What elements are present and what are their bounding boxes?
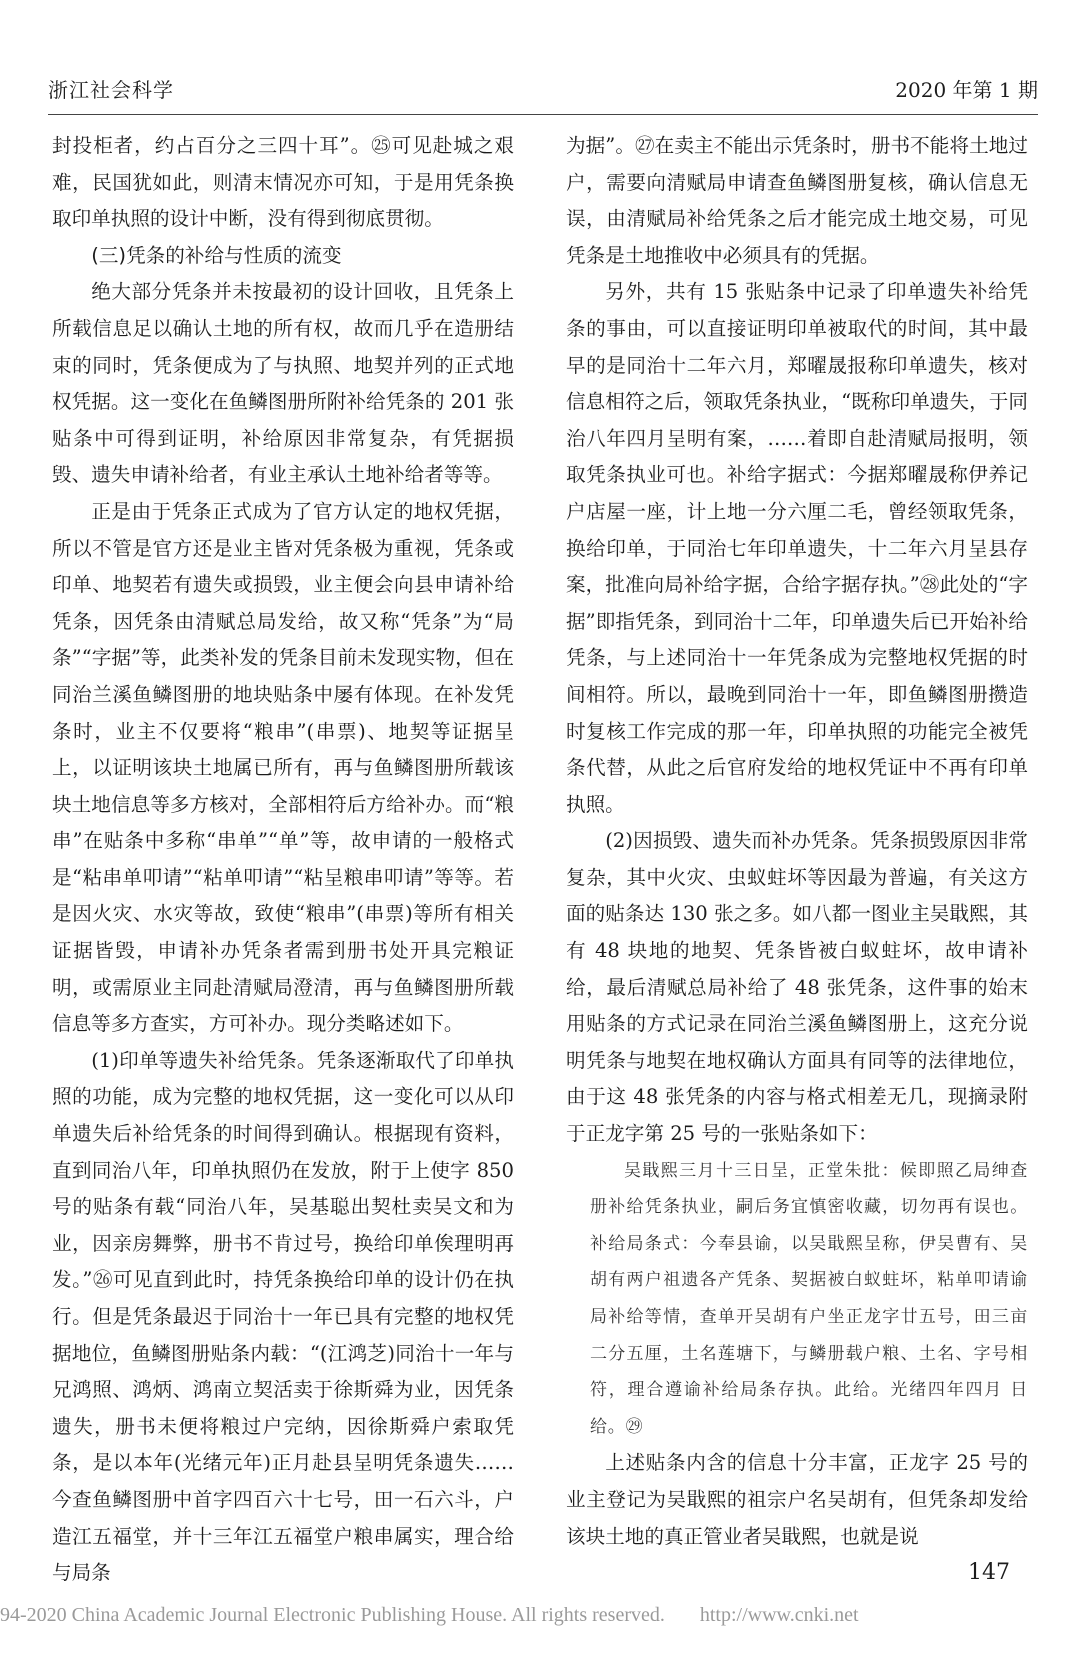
paragraph: (1)印单等遗失补给凭条。凭条逐渐取代了印单执照的功能，成为完整的地权凭据，这一变化可以从印单遗失后补给凭条的时间得到确认。根据现有资料，直到同治八年，印单执照仍在发放，附于上使字 850 号的贴条有载“同治八年，吴基聪出契杜卖吴文和为业，因亲房舞弊，册书不肯过号，换给印单俟理明再发。”㉖可见直到此时，持凭条换给印单的设计仍在执行。但是凭条最迟于同治十一年已具有完整的地权凭据地位，鱼鳞图册贴条内载：“(江鸿芝)同治十一年与兄鸿照、鸿炳、鸿南立契活卖于徐斯舜为业，因凭条遗失，册书未便将粮过户完纳，因徐斯舜户索取凭条，是以本年(光绪元年)正月赴县呈明凭条遗失……今查鱼鳞图册中首字四百六十七号，田一石六斗，户造江五福堂，并十三年江五福堂户粮串属实，理合给与局条 [52, 1048, 514, 1585]
paragraph: (2)因损毁、遗失而补办凭条。凭条损毁原因非常复杂，其中火灾、虫蚁蛀坏等因最为普遍，有关这方面的贴条达 130 张之多。如八都一图业主吴戢熙，其有 48 块地的地契、凭条皆被白蚁蛀坏，故申请补给，最后清赋总局补给了 48 张凭条，这件事的始末用贴条的方式记录在同治兰溪鱼鳞图册上，这充分说明凭条与地契在地权确认方面具有同等的法律地位，由于这 48 张凭条的内容与格式相差无几，现摘录附于正龙字第 25 号的一张贴条如下： [566, 829, 1028, 1146]
copyright-notice: 94-2020 China Academic Journal Electronic Publishing House. All rights reserved. [0, 1604, 665, 1626]
block-quote: 吴戢熙三月十三日呈，正堂朱批：候即照乙局绅查册补给凭条执业，嗣后务宜慎密收藏，切勿再有误也。补给局条式：今奉县谕，以吴戢熙呈称，伊吴曹有、吴胡有两户祖遗各产凭条、契据被白蚁蛀坏，粘单叩请谕局补给等情，查单开吴胡有户坐正龙字廿五号，田三亩二分五厘，土名莲塘下，与鳞册载户粮、土名、字号相符，理合遵谕补给局条存执。此给。光绪四年四月 日给。㉙ [590, 1160, 1028, 1437]
paragraph: 另外，共有 15 张贴条中记录了印单遗失补给凭条的事由，可以直接证明印单被取代的时间，其中最早的是同治十二年六月，郑曜晟报称印单遗失，核对信息相符之后，领取凭条执业，“既称印单遗失，于同治八年四月呈明有案，……着即自赴清赋局报明，领取凭条执业可也。补给字据式：今据郑曜晟称伊养记户店屋一座，计上地一分六厘二毛，曾经领取凭条，换给印单，于同治七年印单遗失，十二年六月呈县存案，批准向局补给字据，合给字据存执。”㉘此处的“字据”即指凭条，到同治十二年，印单遗失后已开始补给凭条，与上述同治十一年凭条成为完整地权凭据的时间相符。所以，最晚到同治十一年，即鱼鳞图册攒造时复核工作完成的那一年，印单执照的功能完全被凭条代替，从此之后官府发给的地权凭证中不再有印单执照。 [566, 280, 1028, 816]
page-header [48, 74, 1038, 115]
page-number: 147 [968, 1560, 1010, 1585]
paragraph: 为据”。㉗在卖主不能出示凭条时，册书不能将土地过户，需要向清赋局申请查鱼鳞图册复核，确认信息无误，由清赋局补给凭条之后才能完成土地交易，可见凭条是土地推收中必须具有的凭据。 [566, 134, 1028, 267]
paragraph: 绝大部分凭条并未按最初的设计回收，且凭条上所载信息足以确认土地的所有权，故而几乎在造册结束的同时，凭条便成为了与执照、地契并列的正式地权凭据。这一变化在鱼鳞图册所附补给凭条的 201 张贴条中可得到证明，补给原因非常复杂，有凭据损毁、遗失申请补给者，有业主承认土地补给者等等。 [52, 280, 514, 487]
right-column [566, 128, 1028, 1555]
footer-url: http://www.cnki.net [699, 1604, 859, 1626]
journal-name: 浙江社会科学 [48, 78, 174, 102]
left-column [52, 128, 514, 1592]
issue-label: 2020 年第 1 期 [895, 78, 1038, 102]
paragraph: 正是由于凭条正式成为了官方认定的地权凭据，所以不管是官方还是业主皆对凭条极为重视，凭条或印单、地契若有遗失或损毁，业主便会向县申请补给凭条，因凭条由清赋总局发给，故又称“凭条”为“局条”“字据”等，此类补发的凭条目前未发现实物，但在同治兰溪鱼鳞图册的地块贴条中屡有体现。在补发凭条时，业主不仅要将“粮串”(串票)、地契等证据呈上，以证明该块土地属已所有，再与鱼鳞图册所载该块土地信息等多方核对，全部相符后方给补办。而“粮串”在贴条中多称“串单”“单”等，故申请的一般格式是“粘串单叩请”“粘单叩请”“粘呈粮串叩请”等等。若是因火灾、水灾等故，致使“粮串”(串票)等所有相关证据皆毁，申请补办凭条者需到册书处开具完粮证明，或需原业主同赴清赋局澄清，再与鱼鳞图册所载信息等多方查实，方可补办。现分类略述如下。 [52, 499, 514, 1036]
paragraph: 上述贴条内含的信息十分丰富，正龙字 25 号的业主登记为吴戢熙的祖宗户名吴胡有，但凭条却发给该块土地的真正管业者吴戢熙，也就是说 [566, 1451, 1028, 1548]
footer [0, 1604, 1080, 1627]
paragraph: 封投柜者，约占百分之三四十耳”。㉕可见赴城之艰难，民国犹如此，则清末情况亦可知，于是用凭条换取印单执照的设计中断，没有得到彻底贯彻。 [52, 134, 514, 231]
section-heading: (三)凭条的补给与性质的流变 [91, 243, 342, 267]
